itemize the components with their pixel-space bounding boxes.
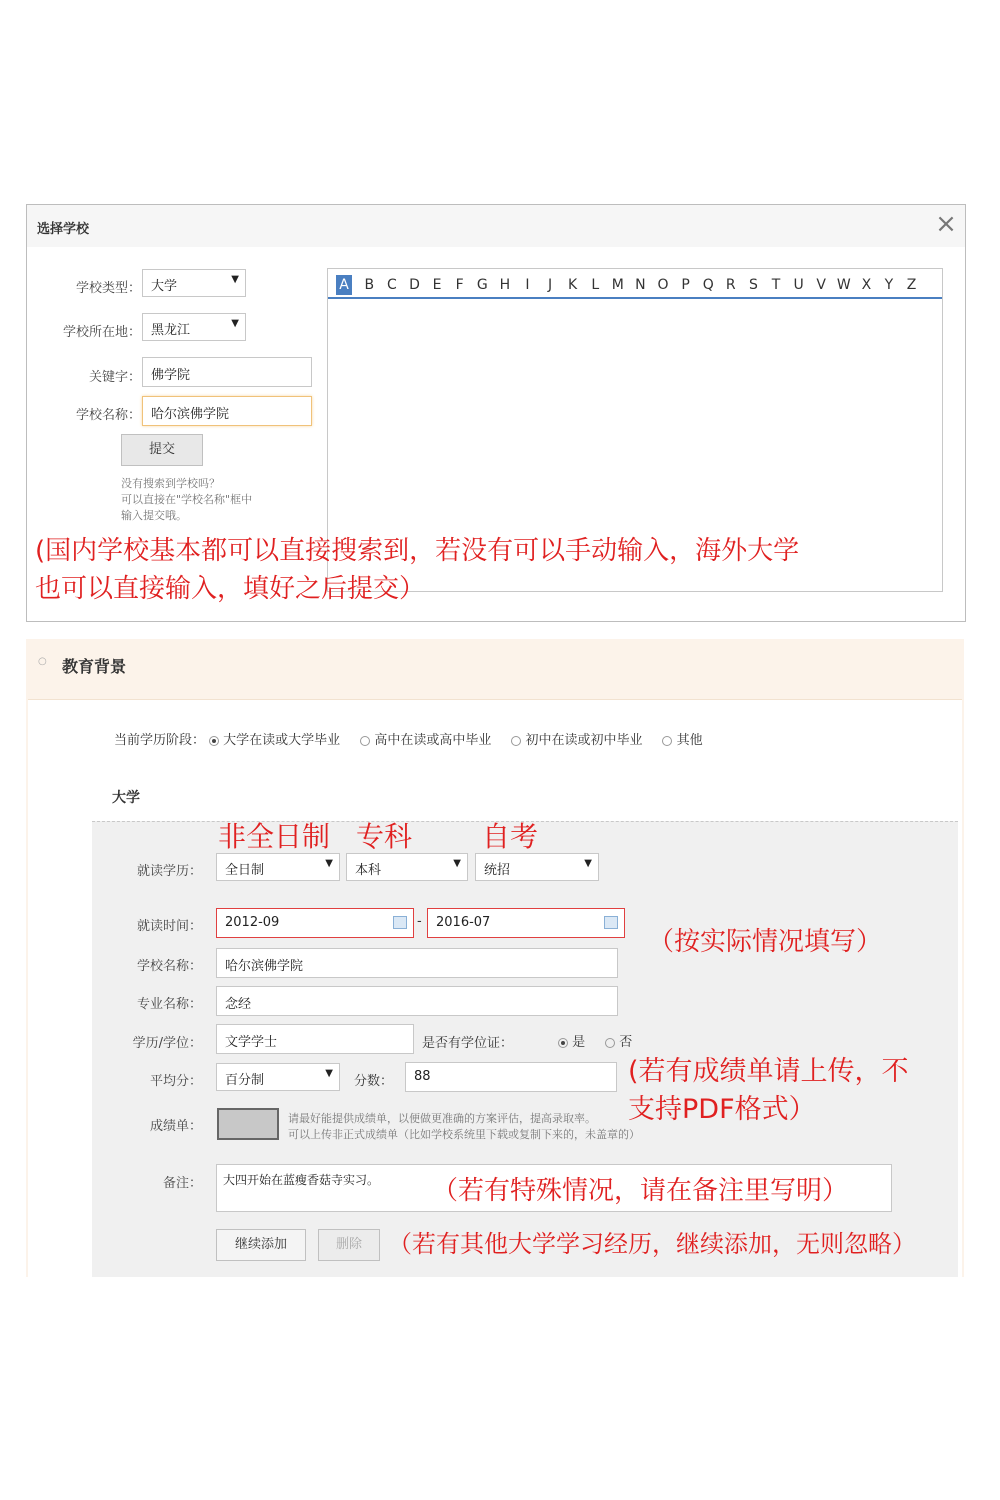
alphabet-letter[interactable]: Q — [702, 277, 714, 293]
school-input[interactable]: 哈尔滨佛学院 — [216, 948, 618, 978]
alphabet-letter[interactable]: I — [525, 277, 530, 293]
alphabet-letter[interactable]: B — [364, 277, 375, 293]
annotation-line-2: 也可以直接输入，填好之后提交） — [35, 574, 426, 604]
alphabet-letter[interactable]: W — [836, 277, 851, 293]
start-date-value: 2012-09 — [225, 915, 280, 930]
major-input[interactable]: 念经 — [216, 986, 618, 1016]
school-type-select[interactable] — [142, 269, 246, 297]
school-name-input[interactable]: 哈尔滨佛学院 — [142, 396, 312, 426]
education-section-header — [26, 639, 964, 700]
degree-label: 学历/学位： — [132, 1036, 202, 1051]
hint-line-3: 输入提交哦。 — [121, 509, 187, 522]
transcript-hint-line-1: 请最好能提供成绩单，以便做更准确的方案评估，提高录取率。 — [288, 1112, 596, 1125]
annotation-level: 专科 — [356, 820, 413, 853]
remark-label: 备注： — [162, 1176, 202, 1191]
calendar-icon[interactable] — [604, 916, 618, 929]
education-title: 教育背景 — [62, 657, 127, 676]
has-cert-label: 是否有学位证： — [422, 1036, 514, 1051]
admission-value: 统招 — [484, 863, 511, 878]
location-label: 学校所在地： — [62, 325, 141, 340]
score-label: 分数： — [354, 1074, 394, 1089]
admission-select[interactable] — [475, 853, 599, 881]
radio-icon[interactable] — [662, 736, 672, 746]
period-label: 就读时间： — [136, 919, 202, 934]
alphabet-letter[interactable]: T — [771, 277, 781, 293]
annotation-transcript-line-2: 支持PDF格式） — [628, 1094, 816, 1125]
cert-no-label: 否 — [619, 1035, 633, 1050]
submit-button[interactable]: 提交 — [121, 434, 203, 466]
alphabet-letter[interactable]: K — [568, 277, 578, 293]
annotation-transcript-line-1: (若有成绩单请上传，不 — [628, 1056, 909, 1087]
search-hint — [121, 476, 252, 524]
annotation-add-more: （若有其他大学学习经历，继续添加，无则忽略） — [388, 1230, 916, 1258]
school-name-label: 学校名称： — [75, 408, 141, 423]
degree-input[interactable]: 文学学士 — [216, 1024, 414, 1054]
transcript-hint-line-2: 可以上传非正式成绩单（比如学校系统里下载或复制下来的，未盖章的） — [288, 1128, 640, 1141]
hint-line-1: 没有搜索到学校吗？ — [121, 477, 220, 490]
annotation-line-1: (国内学校基本都可以直接搜索到，若没有可以手动输入，海外大学 — [35, 536, 800, 566]
study-type-label: 就读学历： — [136, 864, 202, 879]
school-label: 学校名称： — [136, 959, 202, 974]
annotation-admission: 自考 — [482, 820, 539, 853]
alphabet-letter[interactable]: F — [455, 277, 464, 293]
location-value: 黑龙江 — [151, 323, 191, 338]
radio-icon[interactable] — [209, 736, 219, 746]
remark-value: 大四开始在蓝瘦香菇寺实习。 — [223, 1173, 380, 1187]
university-subsection-title: 大学 — [112, 790, 140, 806]
radio-icon[interactable] — [511, 736, 521, 746]
keyword-input[interactable]: 佛学院 — [142, 357, 312, 387]
cert-yes-label: 是 — [572, 1035, 586, 1050]
stage-row — [114, 729, 703, 748]
radio-icon[interactable] — [605, 1038, 615, 1048]
cert-options — [558, 1031, 632, 1050]
major-label: 专业名称： — [136, 997, 202, 1012]
annotation-non-fulltime: 非全日制 — [218, 820, 331, 853]
alphabet-letter[interactable]: M — [611, 277, 624, 293]
cert-no-option[interactable] — [605, 1031, 632, 1050]
chevron-down-icon: ▼ — [453, 858, 461, 869]
stage-label: 当前学历阶段： — [114, 733, 206, 748]
study-type-select[interactable] — [216, 853, 340, 881]
chevron-down-icon: ▼ — [325, 1068, 333, 1079]
annotation-actual: （按实际情况填写） — [648, 927, 883, 957]
alphabet-letter[interactable]: C — [387, 277, 397, 293]
calendar-icon[interactable] — [393, 916, 407, 929]
stage-option-label: 高中在读或高中毕业 — [374, 733, 492, 748]
circle-icon: ○ — [38, 656, 47, 667]
alphabet-letter[interactable]: L — [591, 277, 600, 293]
transcript-hint — [288, 1111, 640, 1143]
delete-button[interactable]: 删除 — [318, 1229, 380, 1261]
keyword-label: 关键字： — [88, 370, 141, 385]
annotation-remark: （若有特殊情况，请在备注里写明） — [432, 1176, 849, 1206]
alphabet-letter[interactable]: O — [657, 277, 669, 293]
transcript-label: 成绩单： — [149, 1119, 202, 1134]
alphabet-letter[interactable]: R — [725, 277, 736, 293]
stage-option-label: 其他 — [676, 733, 703, 748]
alphabet-divider — [328, 297, 942, 299]
radio-icon[interactable] — [558, 1038, 568, 1048]
alphabet-index — [336, 275, 923, 295]
gpa-scale-value: 百分制 — [225, 1073, 265, 1088]
score-input[interactable]: 88 — [405, 1062, 617, 1092]
level-value: 本科 — [355, 863, 382, 878]
alphabet-letter[interactable]: X — [861, 277, 872, 293]
alphabet-letter[interactable]: N — [635, 277, 646, 293]
dialog-title: 选择学校 — [37, 222, 90, 237]
alphabet-letter[interactable]: H — [499, 277, 511, 293]
chevron-down-icon: ▼ — [231, 274, 239, 285]
alphabet-letter[interactable]: U — [793, 277, 804, 293]
start-date-input[interactable] — [216, 908, 414, 938]
alphabet-letter[interactable]: P — [681, 277, 690, 293]
add-more-button[interactable]: 继续添加 — [216, 1229, 306, 1261]
radio-icon[interactable] — [360, 736, 370, 746]
alphabet-letter[interactable]: V — [816, 277, 826, 293]
gpa-label: 平均分： — [149, 1074, 202, 1089]
alphabet-letter[interactable]: J — [547, 277, 553, 293]
date-separator: - — [417, 914, 422, 929]
alphabet-letter[interactable]: D — [409, 277, 420, 293]
stage-option-label: 初中在读或初中毕业 — [525, 733, 643, 748]
alphabet-letter[interactable]: G — [476, 277, 488, 293]
level-select[interactable] — [346, 853, 468, 881]
stage-option-highschool[interactable] — [360, 729, 491, 748]
dialog-annotation — [35, 532, 955, 608]
hint-line-2: 可以直接在"学校名称"框中 — [121, 493, 253, 506]
chevron-down-icon: ▼ — [584, 858, 592, 869]
alphabet-letter[interactable]: Z — [906, 277, 917, 293]
annotation-transcript — [628, 1053, 909, 1129]
alphabet-letter[interactable]: A — [336, 275, 352, 295]
school-type-value: 大学 — [151, 279, 178, 294]
alphabet-letter[interactable]: S — [748, 277, 758, 293]
select-school-dialog — [26, 204, 966, 622]
stage-option-other[interactable] — [662, 729, 702, 748]
dialog-header — [27, 205, 965, 247]
transcript-upload-button[interactable] — [217, 1108, 279, 1140]
chevron-down-icon: ▼ — [231, 318, 239, 329]
end-date-value: 2016-07 — [436, 915, 491, 930]
end-date-input[interactable] — [427, 908, 625, 938]
close-icon[interactable]: × — [935, 209, 957, 239]
location-select[interactable] — [142, 313, 246, 341]
stage-option-university[interactable] — [209, 729, 340, 748]
cert-yes-option[interactable] — [558, 1031, 585, 1050]
school-type-label: 学校类型： — [75, 281, 141, 296]
stage-option-middleschool[interactable] — [511, 729, 642, 748]
alphabet-letter[interactable]: Y — [884, 277, 894, 293]
alphabet-letter[interactable]: E — [432, 277, 442, 293]
study-type-value: 全日制 — [225, 863, 265, 878]
chevron-down-icon: ▼ — [325, 858, 333, 869]
gpa-scale-select[interactable] — [216, 1063, 340, 1091]
stage-option-label: 大学在读或大学毕业 — [223, 733, 341, 748]
